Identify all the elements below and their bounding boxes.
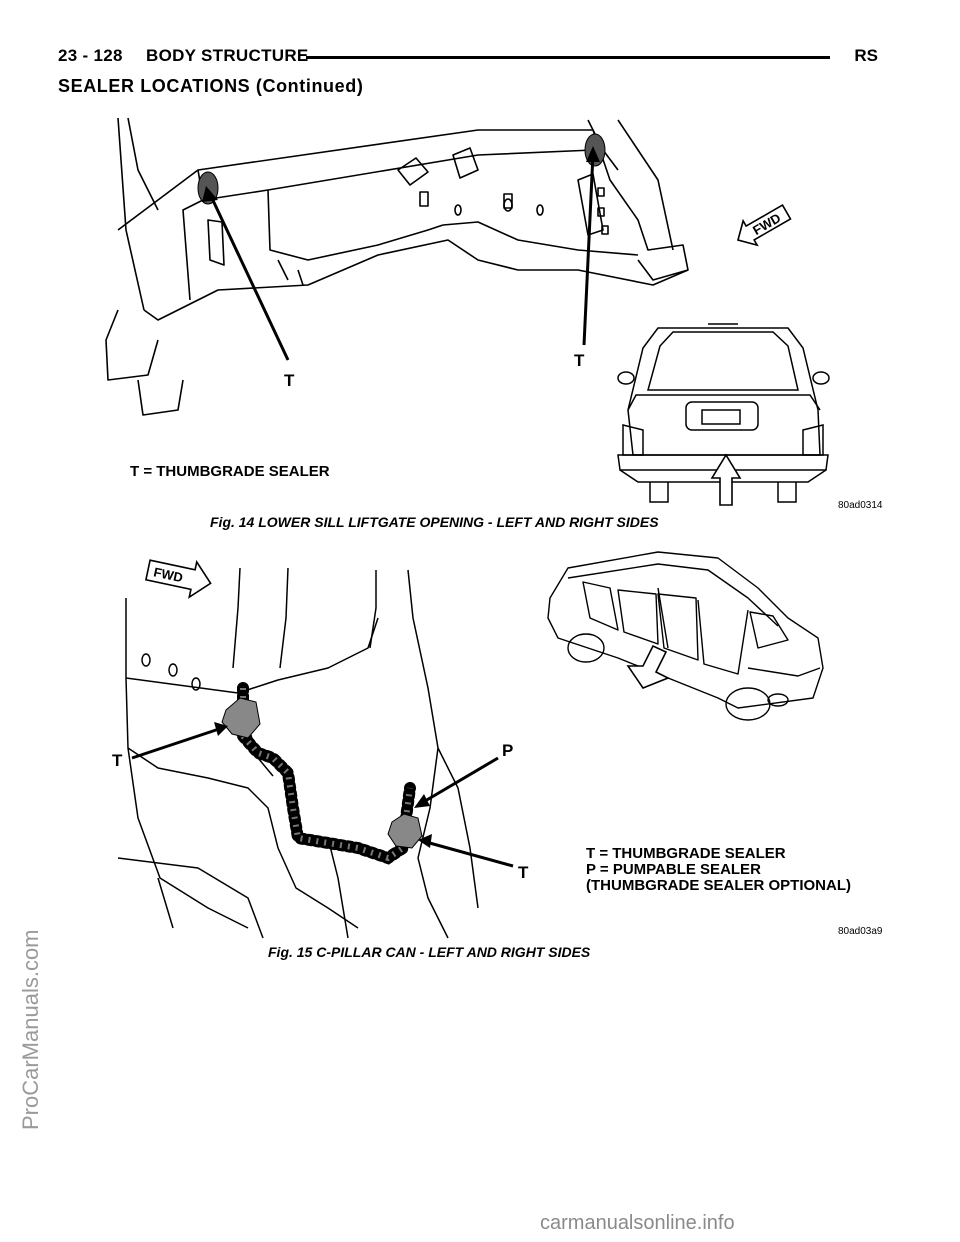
legend-thumbgrade: T = THUMBGRADE SEALER <box>586 845 786 862</box>
callout-t-left: T <box>284 371 295 390</box>
figure-15-caption: Fig. 15 C-PILLAR CAN - LEFT AND RIGHT SIDES <box>268 944 591 960</box>
page-number: 23 - 128 <box>58 46 123 65</box>
leader-left <box>210 194 288 360</box>
section-subtitle: SEALER LOCATIONS (Continued) <box>58 76 364 96</box>
watermark: ProCarManuals.com <box>18 929 43 1130</box>
fwd-arrow-icon <box>731 200 793 252</box>
callout-p: P <box>502 741 514 760</box>
legend-pumpable: P = PUMPABLE SEALER <box>586 861 761 878</box>
view-arrow-icon <box>628 646 668 688</box>
section-title: BODY STRUCTURE <box>146 46 309 65</box>
leader-t-left <box>132 728 222 758</box>
callout-t-left: T <box>112 751 123 770</box>
sealer-bead-inner <box>243 688 410 858</box>
fwd-label: FWD <box>152 564 185 586</box>
c-pillar-line-art <box>118 568 478 938</box>
sealer-dab-upper <box>222 698 260 738</box>
fwd-label: FWD <box>750 210 784 238</box>
header-rule <box>306 56 830 59</box>
fwd-arrow-icon <box>144 552 214 601</box>
image-code: 80ad03a9 <box>838 926 883 937</box>
image-code: 80ad0314 <box>838 500 883 511</box>
view-arrow-icon <box>712 455 740 505</box>
page-header <box>58 46 878 76</box>
sealer-dab-lower <box>388 814 422 848</box>
callout-t-right: T <box>518 863 529 882</box>
leader-p <box>420 758 498 804</box>
leader-right <box>584 154 593 345</box>
callout-t-right: T <box>574 351 585 370</box>
model-code: RS <box>854 46 878 65</box>
legend-optional: (THUMBGRADE SEALER OPTIONAL) <box>586 877 851 894</box>
footer-watermark: carmanualsonline.info <box>540 1212 735 1234</box>
figure-14-caption: Fig. 14 LOWER SILL LIFTGATE OPENING - LEFT AND RIGHT SIDES <box>210 514 659 530</box>
figure-14-illustration <box>98 110 898 520</box>
van-side-view <box>548 552 823 720</box>
figure-15-illustration <box>98 548 898 968</box>
sealer-bead <box>243 688 410 858</box>
legend-t-thumbgrade: T = THUMBGRADE SEALER <box>130 463 330 480</box>
